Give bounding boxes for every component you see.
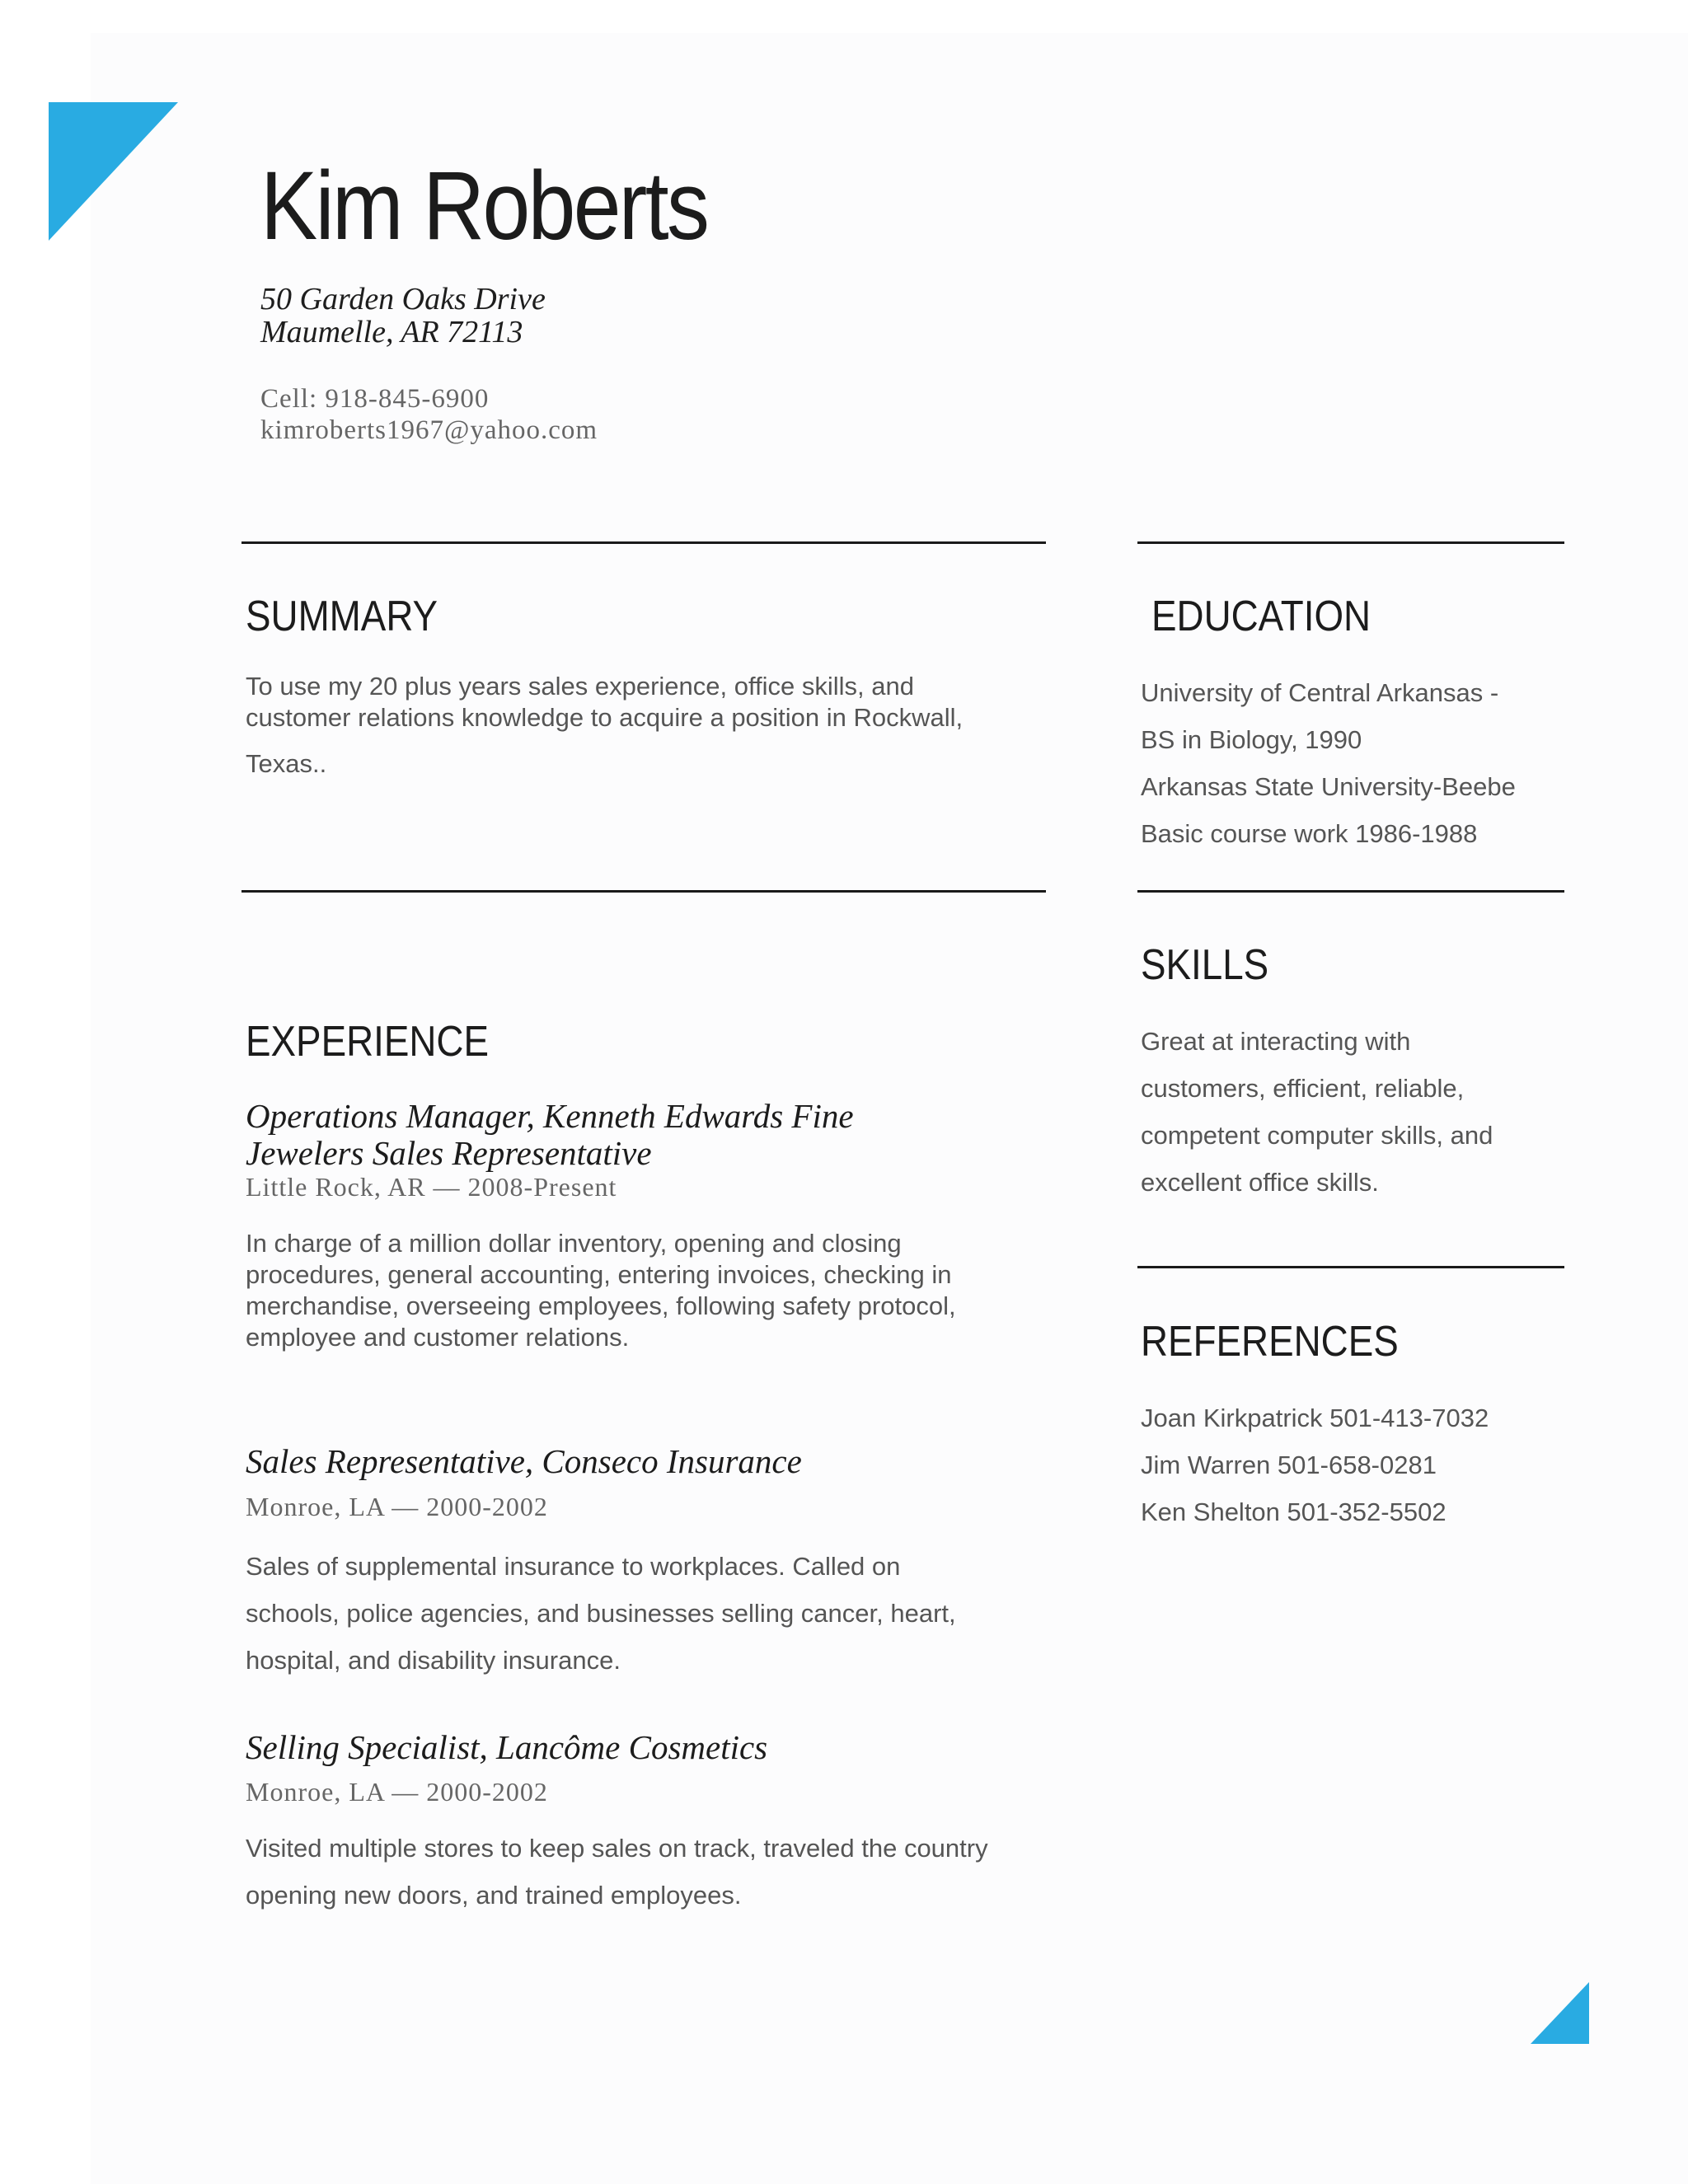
job-description-line: opening new doors, and trained employees. xyxy=(246,1881,742,1910)
education-line: BS in Biology, 1990 xyxy=(1141,725,1362,754)
job-location: Monroe, LA — 2000-2002 xyxy=(246,1777,548,1807)
job-title xyxy=(246,1443,802,1480)
summary-line: Texas.. xyxy=(246,749,327,778)
skills-line: Great at interacting with xyxy=(1141,1027,1411,1056)
skills-text xyxy=(1141,1018,1493,1206)
job-description-line: Sales of supplemental insurance to workplaces. Called on xyxy=(246,1552,901,1581)
summary-line: To use my 20 plus years sales experience, office skills, and xyxy=(246,672,914,701)
skills-line: excellent office skills. xyxy=(1141,1168,1379,1197)
resume-name: Kim Roberts xyxy=(260,152,708,260)
reference-entry: Joan Kirkpatrick 501-413-7032 xyxy=(1141,1404,1489,1432)
job-location: Monroe, LA — 2000-2002 xyxy=(246,1492,548,1521)
summary-text xyxy=(246,671,963,780)
job-location: Little Rock, AR — 2008-Present xyxy=(246,1172,617,1202)
education-line: University of Central Arkansas - xyxy=(1141,678,1499,707)
job-title xyxy=(246,1098,854,1172)
job-description-line: hospital, and disability insurance. xyxy=(246,1646,621,1675)
job-description-line: procedures, general accounting, entering invoices, checking in xyxy=(246,1260,952,1289)
email-address: kimroberts1967@yahoo.com xyxy=(260,415,598,445)
skills-heading: SKILLS xyxy=(1141,941,1269,989)
job-description xyxy=(246,1228,956,1353)
job-description-line: merchandise, overseeing employees, following safety protocol, xyxy=(246,1291,956,1320)
cell-phone: Cell: 918-845-6900 xyxy=(260,384,490,414)
summary-heading: SUMMARY xyxy=(246,593,438,640)
job-description-line: schools, police agencies, and businesses selling cancer, heart, xyxy=(246,1599,956,1628)
address-line-1: 50 Garden Oaks Drive xyxy=(260,282,546,316)
job-description-line: Visited multiple stores to keep sales on track, traveled the country xyxy=(246,1834,988,1863)
skills-line: customers, efficient, reliable, xyxy=(1141,1074,1465,1103)
summary-line: customer relations knowledge to acquire a position in Rockwall, xyxy=(246,703,964,732)
divider-education-top xyxy=(1137,541,1564,544)
references-heading: REFERENCES xyxy=(1141,1318,1399,1366)
job-title-line: Sales Representative, Conseco Insurance xyxy=(246,1442,802,1480)
address-block xyxy=(260,283,546,349)
divider-skills-top xyxy=(1137,890,1564,893)
job-description-line: employee and customer relations. xyxy=(246,1323,630,1352)
job-title-line: Operations Manager, Kenneth Edwards Fine xyxy=(246,1097,854,1135)
job-title-line: Jewelers Sales Representative xyxy=(246,1134,652,1172)
contact-block xyxy=(260,383,598,446)
job-description-line: In charge of a million dollar inventory, opening and closing xyxy=(246,1229,902,1258)
divider-summary-bottom xyxy=(241,890,1046,893)
address-line-2: Maumelle, AR 72113 xyxy=(260,315,523,349)
education-line: Basic course work 1986-1988 xyxy=(1141,819,1478,848)
education-heading: EDUCATION xyxy=(1151,593,1372,640)
divider-summary-top xyxy=(241,541,1046,544)
job-description xyxy=(246,1825,988,1919)
reference-entry: Ken Shelton 501-352-5502 xyxy=(1141,1497,1447,1526)
reference-entry: Jim Warren 501-658-0281 xyxy=(1141,1451,1437,1479)
job-title-line: Selling Specialist, Lancôme Cosmetics xyxy=(246,1728,768,1766)
references-text xyxy=(1141,1394,1489,1535)
experience-heading: EXPERIENCE xyxy=(246,1018,489,1066)
job-description xyxy=(246,1543,956,1684)
job-title xyxy=(246,1729,767,1766)
education-line: Arkansas State University-Beebe xyxy=(1141,772,1516,801)
skills-line: competent computer skills, and xyxy=(1141,1121,1493,1150)
education-text xyxy=(1141,669,1516,857)
divider-references-top xyxy=(1137,1266,1564,1268)
